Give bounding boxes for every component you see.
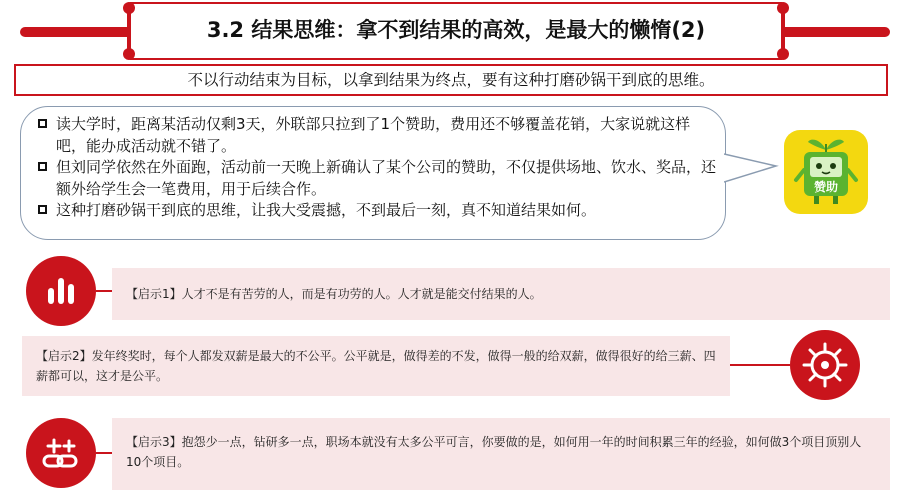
insight-1-badge	[26, 256, 96, 326]
insight-panel-3	[112, 418, 890, 490]
connector-line	[96, 452, 112, 454]
page-title: 3.2 结果思维：拿不到结果的高效，是最大的懒惰(2)	[206, 18, 706, 42]
connector-line	[96, 290, 112, 292]
insight-3-badge	[26, 418, 96, 488]
insight-panel-2	[22, 336, 730, 396]
title-dot	[777, 2, 789, 14]
insight-text-3: 【启示3】抱怨少一点，钻研多一点，职场本就没有太多公平可言，你要做的是，如何用一年的时间积累三年的经验，如何做3个项目顶别人10个项目。	[126, 435, 862, 469]
title-box	[130, 2, 782, 60]
app-icon-label: 赞助	[813, 180, 839, 194]
list-item: 这种打磨砂锅干到底的思维，让我大受震撼，不到最后一刻，真不知道结果如何。	[38, 200, 718, 222]
list-item: 但刘同学依然在外面跑，活动前一天晚上新确认了某个公司的赞助，不仅提供场地、饮水、奖品，还额外给学生会一笔费用，用于后续合作。	[38, 157, 718, 200]
insight-2-badge	[790, 330, 860, 400]
list-item: 读大学时，距离某活动仅剩3天，外联部只拉到了1个赞助，费用还不够覆盖花销，大家说就这样吧，能办成活动就不错了。	[38, 114, 718, 157]
checkbox-bullet-icon	[38, 205, 47, 214]
helm-icon	[790, 330, 860, 400]
subtitle-banner: 不以行动结束为目标，以拿到结果为终点，要有这种打磨砂锅干到底的思维。	[14, 64, 888, 96]
title-dot	[777, 48, 789, 60]
sponsor-mascot-icon	[784, 130, 868, 214]
title-bar	[0, 0, 900, 62]
connector-line	[730, 364, 790, 366]
bullet-list	[38, 114, 718, 222]
checkbox-bullet-icon	[38, 119, 47, 128]
insight-panel-1	[112, 268, 890, 320]
insight-text-1: 【启示1】人才不是有苦劳的人，而是有功劳的人。人才就是能交付结果的人。	[126, 287, 542, 301]
insight-text-2: 【启示2】发年终奖时，每个人都发双薪是最大的不公平。公平就是，做得差的不发，做得一般的给双薪，做得很好的给三薪、四薪都可以，这才是公平。	[36, 349, 716, 383]
title-dot	[123, 2, 135, 14]
title-dot	[123, 48, 135, 60]
checkbox-bullet-icon	[38, 162, 47, 171]
bar-chart-icon	[26, 256, 96, 326]
title-decoration-right	[772, 27, 890, 37]
speech-bubble-tail	[724, 152, 784, 192]
title-decoration-left	[20, 27, 140, 37]
sponsor-app-icon	[784, 130, 868, 214]
add-link-icon	[26, 418, 96, 488]
